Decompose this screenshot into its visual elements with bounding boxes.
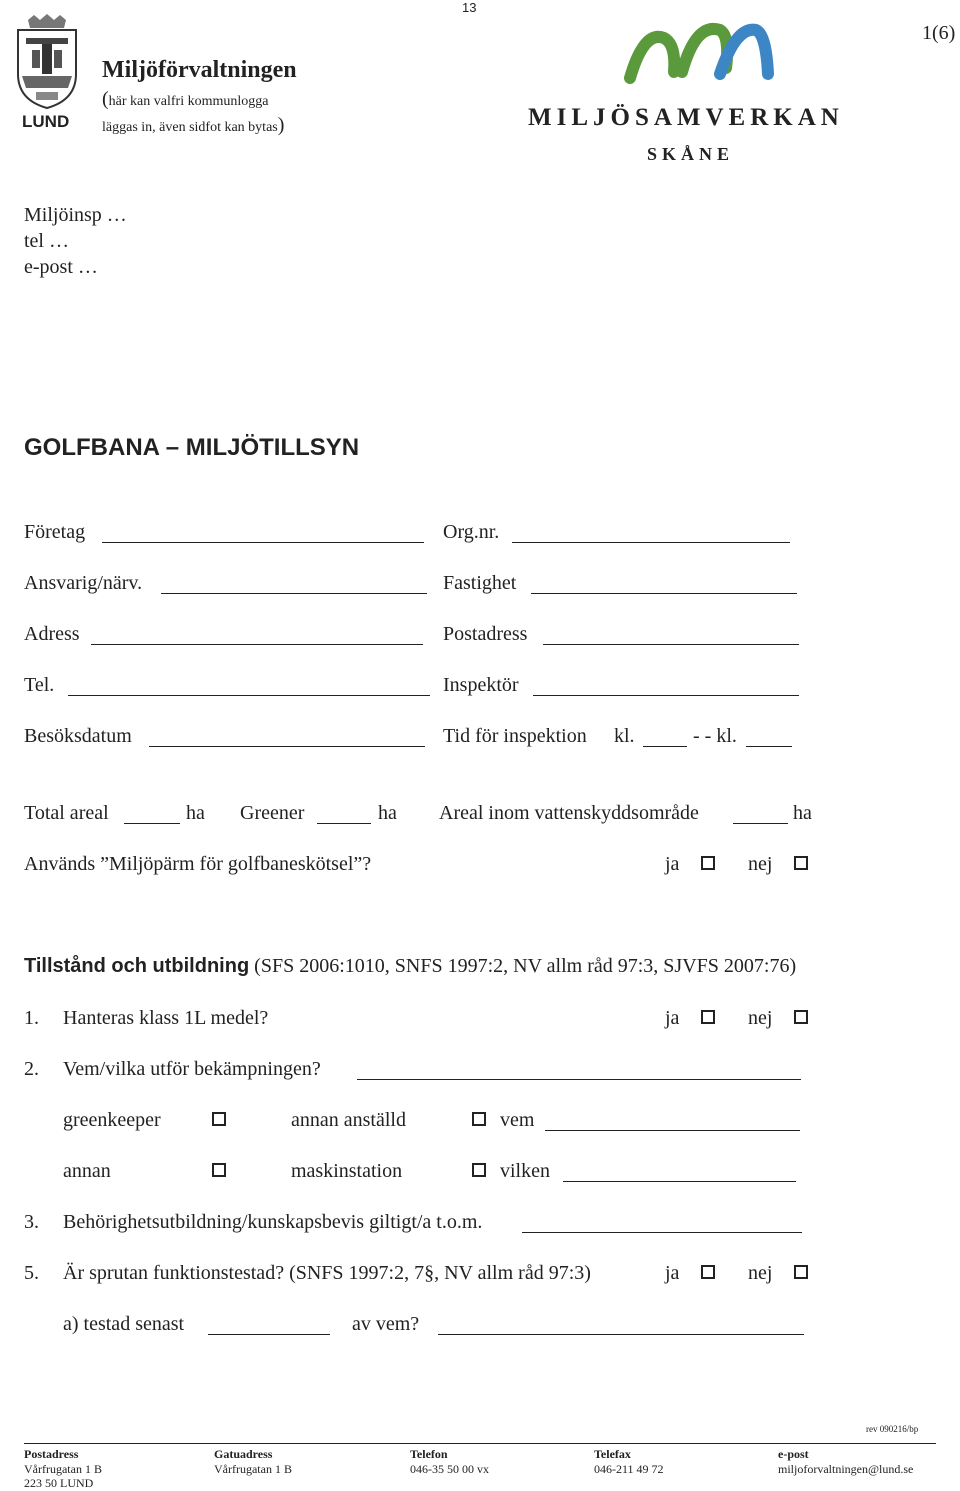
footer-phone-value: 046-35 50 00 vx [410, 1462, 489, 1476]
contact-inspector: Miljöinsp … [24, 204, 127, 226]
q1-number: 1. [24, 1007, 39, 1029]
footer-phone-label: Telefon [410, 1447, 448, 1461]
q2-field[interactable] [357, 1079, 801, 1080]
page-count: 1(6) [922, 22, 956, 44]
section-heading [24, 955, 796, 978]
logo-placeholder-note-line1 [102, 88, 268, 111]
miljosamverkan-logo-mark [624, 20, 774, 86]
q3-number: 3. [24, 1211, 39, 1233]
q5a-by-field[interactable] [438, 1334, 804, 1335]
protection-area-field[interactable] [733, 823, 788, 824]
total-area-label: Total areal [24, 802, 109, 824]
kl-separator-label: - - kl. [693, 725, 737, 747]
q2-number: 2. [24, 1058, 39, 1080]
greens-label: Greener [240, 802, 305, 824]
who-label: vem [500, 1109, 535, 1131]
footer-divider [24, 1443, 936, 1444]
address-field[interactable] [91, 644, 423, 645]
inspection-time-label: Tid för inspektion [443, 725, 587, 747]
binder-yes-checkbox[interactable] [701, 856, 715, 870]
lund-logo-text: LUND [22, 112, 70, 131]
footer-fax-value: 046-211 49 72 [594, 1462, 664, 1476]
q2-text: Vem/vilka utför bekämpningen? [63, 1058, 321, 1080]
q5-yes-checkbox[interactable] [701, 1265, 715, 1279]
q5a-date-field[interactable] [208, 1334, 330, 1335]
contact-phone: tel … [24, 230, 69, 252]
binder-no-label: nej [748, 853, 773, 875]
binder-yes-label: ja [665, 853, 680, 875]
binder-no-checkbox[interactable] [794, 856, 808, 870]
lund-coat-of-arms-logo [12, 12, 82, 112]
other-employee-label: annan anställd [291, 1109, 406, 1131]
visit-date-field[interactable] [149, 746, 425, 747]
q1-yes-label: ja [665, 1007, 680, 1029]
visit-date-label: Besöksdatum [24, 725, 132, 747]
page-number: 13 [462, 0, 477, 15]
property-label: Fastighet [443, 572, 517, 594]
who-field[interactable] [545, 1130, 800, 1131]
kl-label: kl. [614, 725, 635, 747]
org-nr-label: Org.nr. [443, 521, 500, 543]
skane-logo-text: SKÅNE [647, 144, 735, 164]
greens-unit: ha [378, 802, 397, 824]
footer-email-label: e-post [778, 1447, 809, 1461]
contact-email: e-post … [24, 256, 98, 278]
department-name: Miljöförvaltningen [102, 57, 297, 83]
section-heading-title: Tillstånd och utbildning [24, 955, 250, 977]
responsible-label: Ansvarig/närv. [24, 572, 143, 594]
company-field[interactable] [102, 542, 424, 543]
total-area-unit: ha [186, 802, 205, 824]
q5a-by-label: av vem? [352, 1313, 420, 1335]
close-paren: ) [277, 114, 285, 136]
other-checkbox[interactable] [212, 1163, 226, 1177]
revision-note: rev 090216/bp [866, 1424, 919, 1434]
q3-text: Behörighetsutbildning/kunskapsbevis giltigt/a t.o.m. [63, 1211, 483, 1233]
footer-street-label: Gatuadress [214, 1447, 273, 1461]
miljosamverkan-logo-text: MILJÖSAMVERKAN [528, 104, 844, 131]
which-field[interactable] [563, 1181, 796, 1182]
total-area-field[interactable] [124, 823, 180, 824]
q5a-text: a) testad senast [63, 1313, 185, 1335]
address-label: Adress [24, 623, 80, 645]
q5-no-label: nej [748, 1262, 773, 1284]
q1-text: Hanteras klass 1L medel? [63, 1007, 269, 1029]
machine-station-label: maskinstation [291, 1160, 403, 1182]
greenkeeper-label: greenkeeper [63, 1109, 161, 1131]
q3-field[interactable] [522, 1232, 802, 1233]
note-line2: läggas in, även sidfot kan bytas [102, 120, 278, 135]
footer-fax-label: Telefax [594, 1447, 631, 1461]
footer-email-value: miljoforvaltningen@lund.se [778, 1462, 914, 1476]
footer-postal-line2: 223 50 LUND [24, 1476, 94, 1490]
q5-number: 5. [24, 1262, 39, 1284]
time-start-field[interactable] [643, 746, 687, 747]
open-paren: ( [102, 88, 109, 110]
tel-label: Tel. [24, 674, 55, 696]
section-heading-references: (SFS 2006:1010, SNFS 1997:2, NV allm råd 97:3, SJVFS 2007:76) [254, 955, 797, 977]
q5-text: Är sprutan funktionstestad? (SNFS 1997:2, 7§, NV allm råd 97:3) [63, 1262, 591, 1284]
binder-question: Används ”Miljöpärm för golfbaneskötsel”? [24, 853, 372, 875]
note-line1: här kan valfri kommunlogga [108, 94, 269, 109]
which-label: vilken [500, 1160, 550, 1182]
inspector-field[interactable] [533, 695, 799, 696]
org-nr-field[interactable] [512, 542, 790, 543]
footer-postal-label: Postadress [24, 1447, 79, 1461]
company-label: Företag [24, 521, 86, 543]
other-label: annan [63, 1160, 111, 1182]
greens-field[interactable] [317, 823, 371, 824]
postal-address-field[interactable] [543, 644, 799, 645]
footer-street-value: Vårfrugatan 1 B [214, 1462, 292, 1476]
q5-no-checkbox[interactable] [794, 1265, 808, 1279]
form-title: GOLFBANA – MILJÖTILLSYN [24, 434, 360, 461]
machine-station-checkbox[interactable] [472, 1163, 486, 1177]
postal-address-label: Postadress [443, 623, 528, 645]
greenkeeper-checkbox[interactable] [212, 1112, 226, 1126]
responsible-field[interactable] [161, 593, 427, 594]
logo-placeholder-note-line2 [102, 114, 284, 137]
other-employee-checkbox[interactable] [472, 1112, 486, 1126]
time-end-field[interactable] [746, 746, 792, 747]
q1-yes-checkbox[interactable] [701, 1010, 715, 1024]
property-field[interactable] [531, 593, 797, 594]
footer-postal-line1: Vårfrugatan 1 B [24, 1462, 102, 1476]
inspector-label: Inspektör [443, 674, 519, 696]
tel-field[interactable] [68, 695, 430, 696]
q5-yes-label: ja [665, 1262, 680, 1284]
q1-no-checkbox[interactable] [794, 1010, 808, 1024]
q1-no-label: nej [748, 1007, 773, 1029]
protection-area-unit: ha [793, 802, 812, 824]
protection-area-label: Areal inom vattenskyddsområde [439, 802, 699, 824]
